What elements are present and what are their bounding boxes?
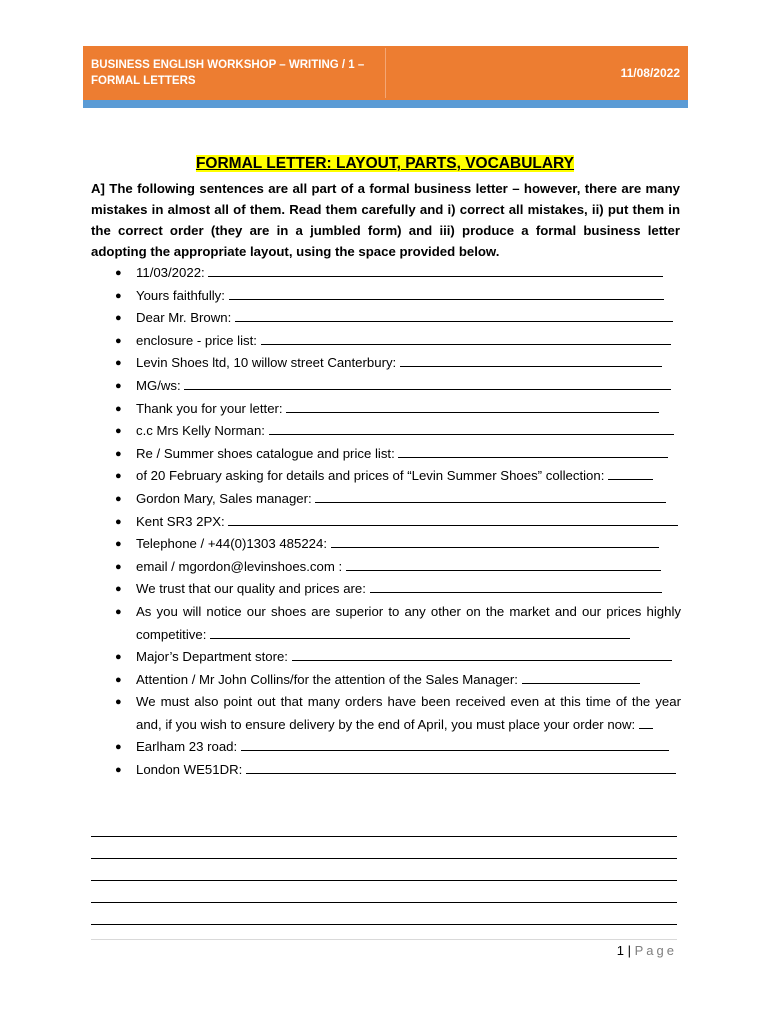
sentence-text — [136, 581, 662, 596]
sentence-label: 11/03/2022: — [136, 265, 205, 280]
answer-blank[interactable] — [370, 580, 662, 593]
sentence-label: c.c Mrs Kelly Norman: — [136, 423, 265, 439]
answer-blank[interactable] — [269, 422, 674, 435]
answer-blank[interactable] — [184, 377, 671, 390]
sentence-label: As you will notice our shoes are superior to any other on the market and our prices highly competitive: — [136, 603, 681, 642]
bullet-icon: ● — [115, 334, 122, 347]
list-item — [91, 556, 681, 579]
sentence-label: We must also point out that many orders have been received even at this time of the year and, if you wish to ensure delivery by the end of April, you must place your order now: — [136, 694, 681, 732]
answer-blank[interactable] — [331, 535, 659, 548]
sentence-label: Dear Mr. Brown: — [136, 310, 232, 326]
workshop-title: BUSINESS ENGLISH WORKSHOP – WRITING / 1 – FORMAL LETTERS — [91, 59, 365, 87]
bullet-icon: ● — [115, 583, 122, 596]
list-item — [91, 736, 681, 759]
sentence-label: Gordon Mary, Sales manager: — [136, 490, 312, 506]
bullet-icon: ● — [115, 425, 122, 438]
sentence-label: Thank you for your letter: — [136, 400, 283, 416]
bullet-icon: ● — [115, 312, 122, 325]
answer-blank[interactable] — [286, 400, 659, 413]
sentence-label: London WE51DR: — [136, 762, 243, 778]
list-item — [91, 578, 681, 601]
sentence-text — [136, 536, 659, 551]
bullet-icon: ● — [115, 402, 122, 415]
answer-blank[interactable] — [229, 287, 664, 300]
page-number: 1 — [616, 943, 624, 958]
sentence-text — [136, 762, 676, 777]
bullet-icon: ● — [115, 515, 122, 528]
bullet-icon: ● — [115, 696, 122, 709]
sentence-label: Attention / Mr John Collins/for the attention of the Sales Manager: — [136, 671, 518, 687]
writing-line[interactable] — [91, 903, 677, 925]
sentence-text — [136, 514, 678, 529]
sentence-text — [136, 601, 681, 646]
writing-line[interactable] — [91, 815, 677, 837]
footer-rule — [91, 939, 677, 940]
bullet-icon: ● — [115, 764, 122, 777]
sentence-text — [136, 401, 659, 416]
list-item — [91, 420, 681, 443]
sentence-label: of 20 February asking for details and prices of “Levin Summer Shoes” collection: — [136, 468, 605, 484]
answer-blank[interactable] — [346, 558, 661, 571]
list-item — [91, 307, 681, 330]
list-item — [91, 691, 681, 736]
bullet-icon: ● — [115, 267, 122, 279]
sentence-text — [136, 333, 671, 348]
sentence-label: Earlham 23 road: — [136, 739, 238, 755]
sentence-list — [91, 262, 681, 782]
sentence-text — [136, 739, 669, 754]
bullet-icon: ● — [115, 538, 122, 551]
list-item — [91, 669, 681, 692]
answer-blank[interactable] — [608, 467, 653, 480]
sentence-label: We trust that our quality and prices are: — [136, 581, 366, 597]
page-title-text: FORMAL LETTER: LAYOUT, PARTS, VOCABULARY — [195, 155, 575, 172]
header-divider — [385, 48, 386, 98]
sentence-label: Levin Shoes ltd, 10 willow street Canterbury: — [136, 355, 397, 371]
sentence-text — [136, 446, 668, 461]
answer-blank[interactable] — [241, 738, 669, 751]
answer-blank[interactable] — [315, 490, 666, 503]
answer-blank[interactable] — [639, 716, 653, 729]
header-date: 11/08/2022 — [620, 66, 680, 80]
list-item — [91, 398, 681, 421]
answer-lines[interactable] — [91, 815, 677, 925]
list-item — [91, 533, 681, 556]
list-item — [91, 330, 681, 353]
writing-line[interactable] — [91, 881, 677, 903]
header-bar — [83, 46, 688, 108]
sentence-label: Kent SR3 2PX: — [136, 513, 225, 529]
sentence-label: email / mgordon@levinshoes.com : — [136, 558, 343, 574]
instructions: A] The following sentences are all part of a formal business letter – however, there are many mistakes in almost all of them. Read them carefully and i) correct all mistakes, ii) put them in the correct order (they are in a jumbled form) and iii) produce a formal business letter adopting the appropriate layout, using the space provided below. — [91, 181, 680, 259]
sentence-label: Re / Summer shoes catalogue and price list: — [136, 445, 395, 461]
bullet-icon: ● — [115, 447, 122, 460]
bullet-icon: ● — [115, 605, 122, 618]
list-item — [91, 511, 681, 534]
answer-blank[interactable] — [261, 332, 671, 345]
sentence-text — [136, 468, 653, 483]
answer-blank[interactable] — [210, 626, 630, 639]
sentence-text — [136, 288, 664, 303]
sentence-text — [136, 378, 671, 393]
sentence-text — [136, 559, 661, 574]
sentence-text — [136, 691, 681, 736]
answer-blank[interactable] — [235, 309, 673, 322]
list-item — [91, 262, 681, 285]
list-item — [91, 601, 681, 646]
list-item — [91, 465, 681, 488]
list-item — [91, 375, 681, 398]
page-footer — [617, 943, 677, 958]
answer-blank[interactable] — [292, 648, 672, 661]
list-item — [91, 646, 681, 669]
answer-blank[interactable] — [400, 354, 662, 367]
sentence-label: Telephone / +44(0)1303 485224: — [136, 536, 328, 552]
answer-blank[interactable] — [398, 445, 668, 458]
bullet-icon: ● — [115, 741, 122, 754]
answer-blank[interactable] — [208, 264, 663, 277]
answer-blank[interactable] — [228, 513, 678, 526]
writing-line[interactable] — [91, 837, 677, 859]
writing-line[interactable] — [91, 859, 677, 881]
sentence-text — [136, 491, 666, 506]
bullet-icon: ● — [115, 673, 122, 686]
list-item — [91, 759, 681, 782]
bullet-icon: ● — [115, 379, 122, 392]
page-separator: | — [627, 943, 631, 958]
sentence-label: Major’s Department store: — [136, 649, 288, 665]
page-label: Page — [634, 943, 677, 958]
sentence-text — [136, 649, 672, 664]
bullet-icon: ● — [115, 470, 122, 483]
sentence-text — [136, 423, 674, 438]
bullet-icon: ● — [115, 560, 122, 573]
sentence-text — [136, 672, 640, 687]
sentence-text — [136, 265, 663, 280]
bullet-icon: ● — [115, 357, 122, 370]
bullet-icon: ● — [115, 289, 122, 302]
list-item — [91, 285, 681, 308]
answer-blank[interactable] — [522, 671, 640, 684]
bullet-icon: ● — [115, 492, 122, 505]
sentence-text — [136, 310, 673, 325]
sentence-label: MG/ws: — [136, 377, 181, 393]
list-item — [91, 443, 681, 466]
sentence-label: Yours faithfully: — [136, 287, 225, 303]
list-item — [91, 352, 681, 375]
sentence-label: enclosure - price list: — [136, 332, 257, 348]
sentence-text — [136, 355, 662, 370]
page-title — [0, 155, 770, 173]
bullet-icon: ● — [115, 651, 122, 664]
answer-blank[interactable] — [246, 761, 676, 774]
list-item — [91, 488, 681, 511]
